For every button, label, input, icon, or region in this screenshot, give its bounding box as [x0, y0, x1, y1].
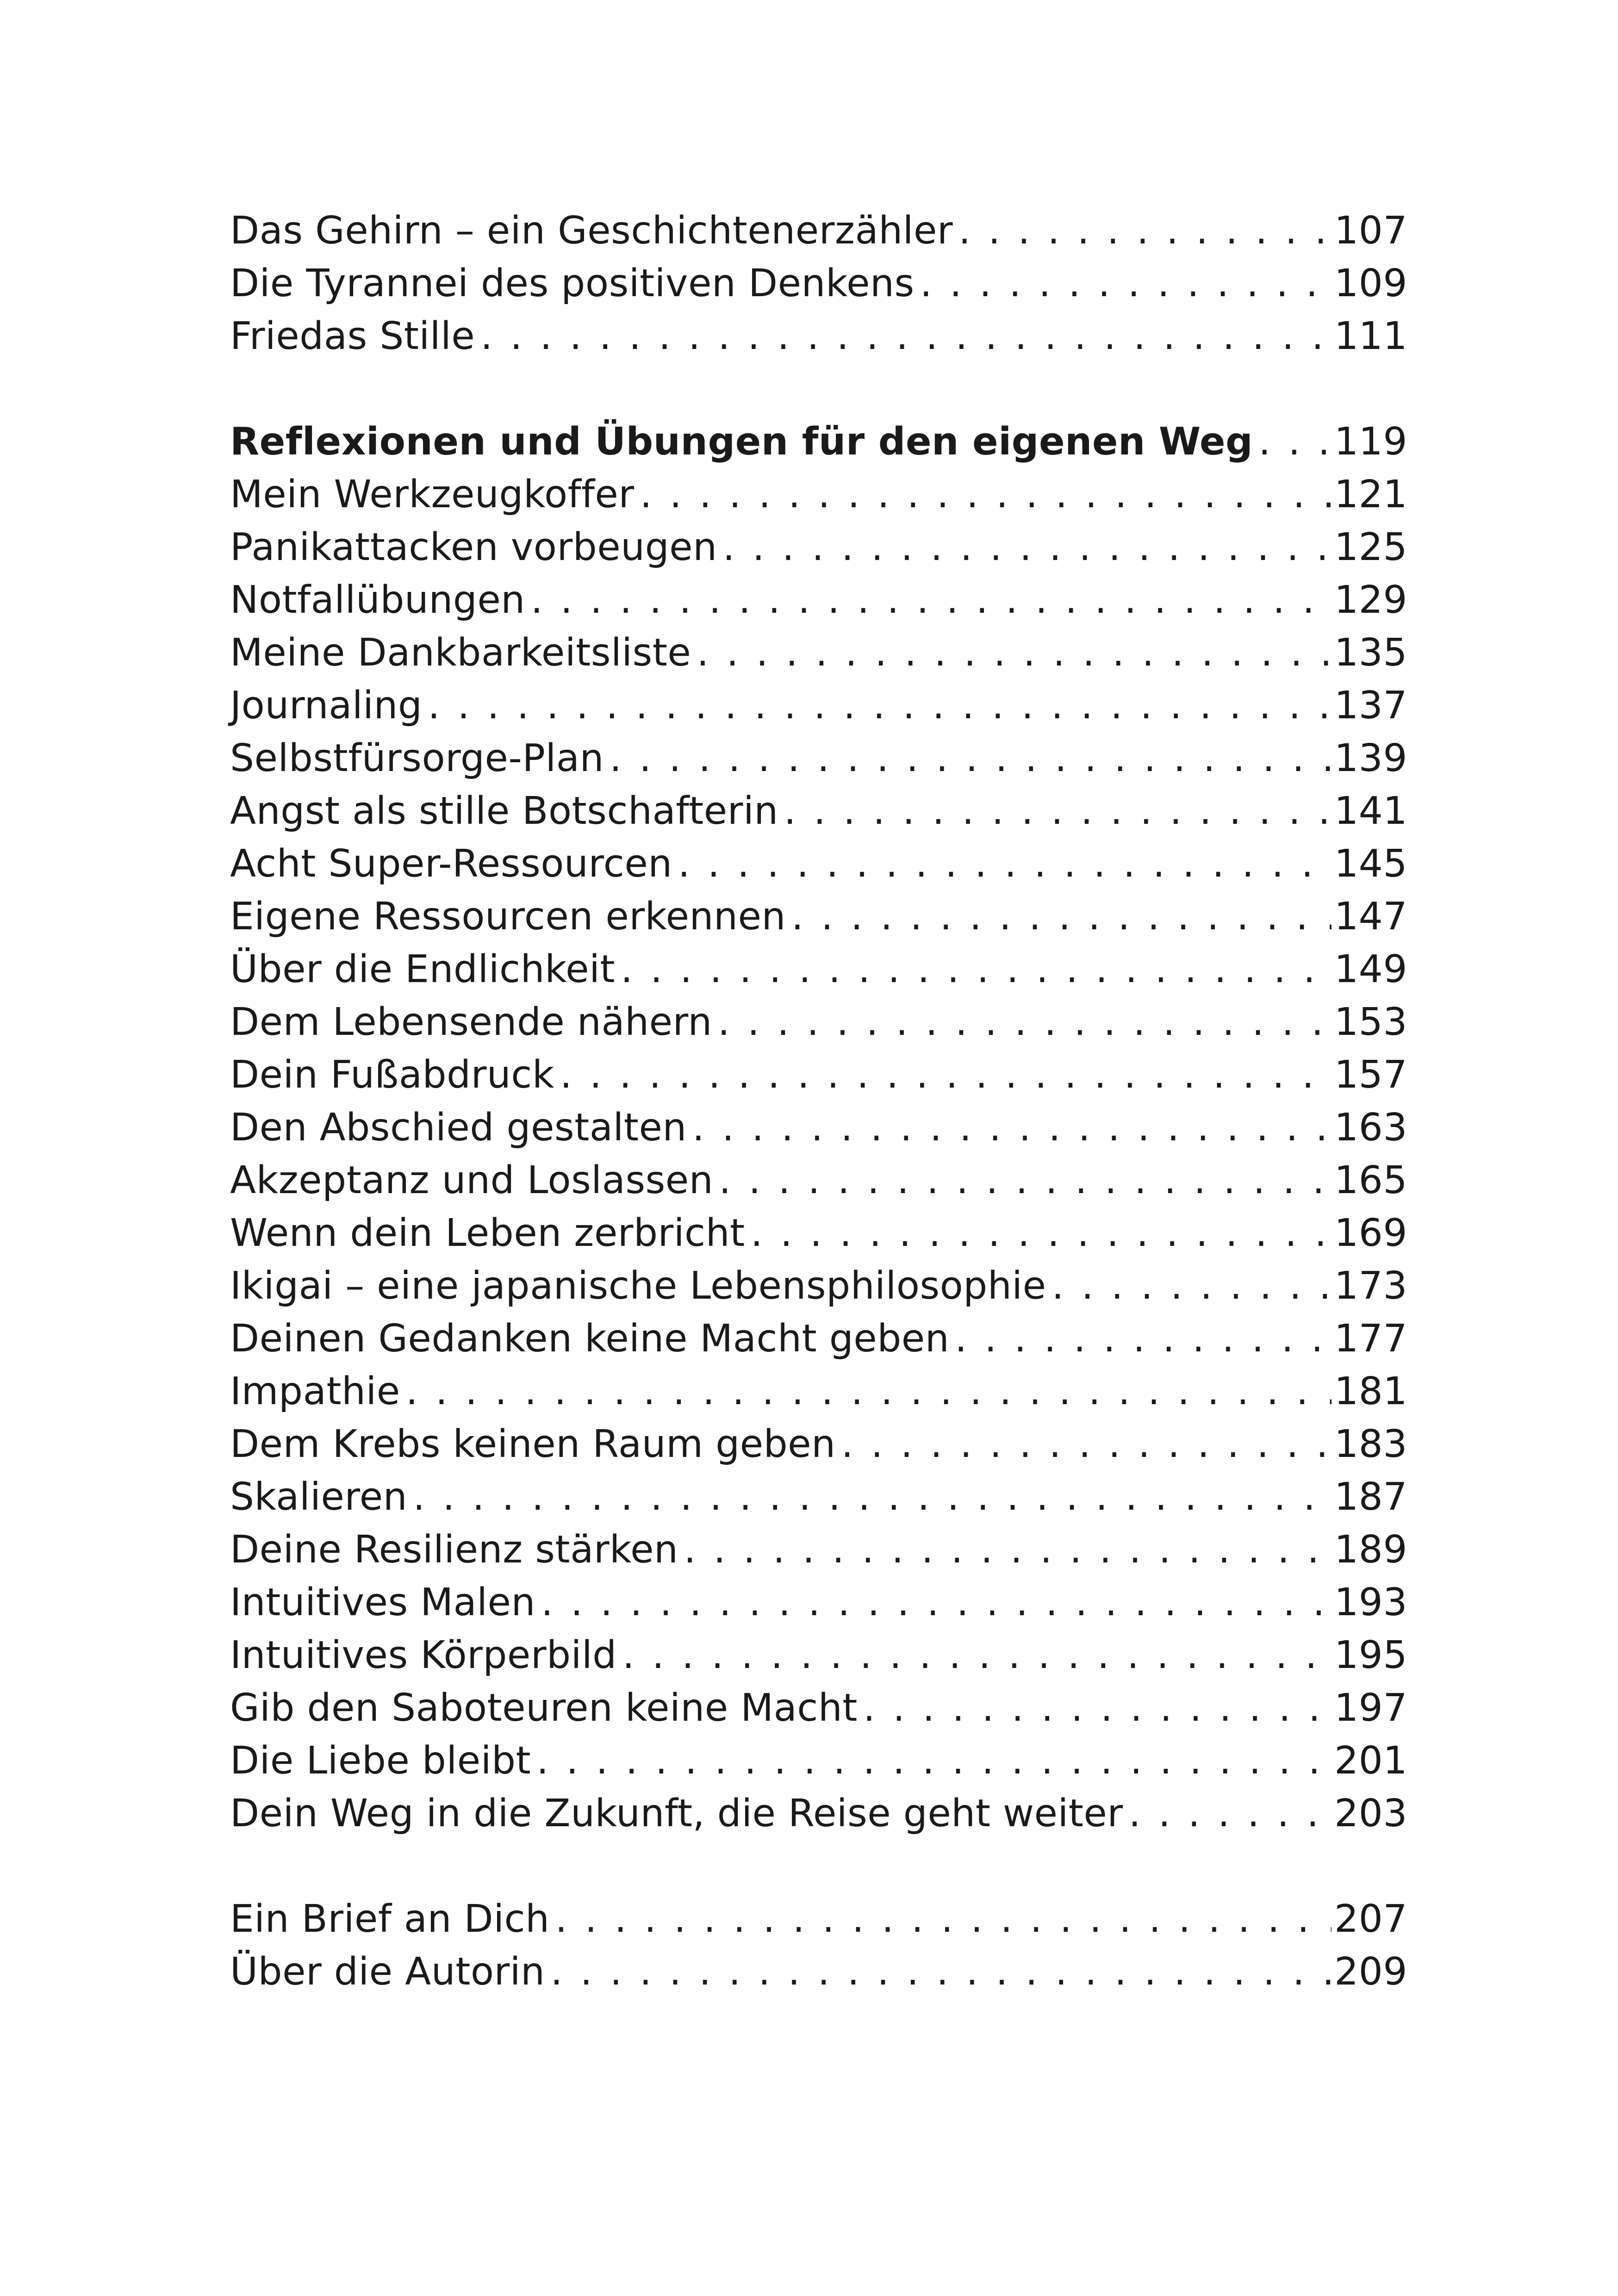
toc-entry[interactable]: [230, 1735, 1407, 1787]
toc-entry-title: Über die Autorin: [230, 1950, 545, 1994]
toc-entry-page: 207: [1334, 1897, 1407, 1941]
dot-leader: [560, 1049, 1332, 1101]
toc-entry[interactable]: [230, 1629, 1407, 1682]
dot-leader: [955, 1313, 1332, 1365]
dot-leader: [692, 1101, 1332, 1154]
dot-leader: [428, 679, 1332, 732]
toc-entry-title: Mein Werkzeugkoffer: [230, 473, 635, 516]
table-of-contents: [230, 205, 1407, 1998]
toc-entry-title: Gib den Saboteuren keine Macht: [230, 1686, 858, 1730]
dot-leader: [719, 1154, 1332, 1207]
dot-leader: [413, 1471, 1332, 1524]
dot-leader: [718, 996, 1332, 1049]
dot-leader: [536, 1735, 1332, 1787]
dot-leader: [541, 1576, 1332, 1629]
toc-entry-title: Die Liebe bleibt: [230, 1739, 531, 1783]
toc-entry-page: 189: [1334, 1528, 1407, 1572]
toc-entry[interactable]: [230, 1576, 1407, 1629]
dot-leader: [406, 1365, 1332, 1418]
toc-entry-title: Dein Weg in die Zukunft, die Reise geht weiter: [230, 1792, 1123, 1836]
toc-entry-title: Journaling: [230, 684, 423, 728]
toc-entry[interactable]: [230, 257, 1407, 310]
toc-entry-title: Ikigai – eine japanische Lebensphilosophie: [230, 1264, 1046, 1308]
toc-entry-title: Dem Krebs keinen Raum geben: [230, 1422, 836, 1466]
toc-heading-page: 119: [1334, 420, 1407, 464]
dot-leader: [531, 574, 1332, 627]
toc-entry-title: Selbstfürsorge-Plan: [230, 736, 604, 780]
toc-entry[interactable]: [230, 1154, 1407, 1207]
toc-entry-page: 107: [1334, 209, 1407, 253]
toc-entry-title: Akzeptanz und Loslassen: [230, 1158, 714, 1202]
toc-entry-page: 163: [1334, 1106, 1407, 1150]
toc-entry[interactable]: [230, 1682, 1407, 1735]
toc-entry-page: 201: [1334, 1739, 1407, 1783]
dot-leader: [640, 468, 1332, 521]
toc-entry-page: 183: [1334, 1422, 1407, 1466]
toc-entry[interactable]: [230, 1787, 1407, 1840]
toc-entry-page: 187: [1334, 1475, 1407, 1519]
toc-entry-title: Dein Fußabdruck: [230, 1053, 554, 1097]
toc-entry-page: 109: [1334, 261, 1407, 305]
dot-leader: [863, 1682, 1332, 1735]
toc-entry[interactable]: [230, 310, 1407, 363]
toc-entry-page: 129: [1334, 578, 1407, 622]
toc-entry-title: Friedas Stille: [230, 314, 475, 358]
toc-entry-page: 125: [1334, 525, 1407, 569]
toc-entry-page: 177: [1334, 1317, 1407, 1361]
toc-entry-page: 169: [1334, 1211, 1407, 1255]
dot-leader: [920, 257, 1332, 310]
toc-entry-title: Acht Super-Ressourcen: [230, 842, 672, 886]
toc-group-1: [230, 205, 1407, 363]
toc-entry[interactable]: [230, 1471, 1407, 1524]
toc-entry-page: 181: [1334, 1369, 1407, 1413]
dot-leader: [784, 785, 1332, 838]
dot-leader: [621, 943, 1332, 996]
toc-entry-page: 111: [1334, 314, 1407, 358]
toc-entry[interactable]: [230, 1946, 1407, 1998]
toc-entry-title: Skalieren: [230, 1475, 408, 1519]
toc-entry-page: 135: [1334, 631, 1407, 675]
toc-entry[interactable]: [230, 679, 1407, 732]
toc-entry-page: 139: [1334, 736, 1407, 780]
toc-entry[interactable]: [230, 205, 1407, 257]
toc-entry-title: Den Abschied gestalten: [230, 1106, 687, 1150]
toc-entry[interactable]: [230, 1207, 1407, 1260]
toc-entry[interactable]: [230, 1365, 1407, 1418]
toc-entry[interactable]: [230, 521, 1407, 574]
toc-entry-title: Deinen Gedanken keine Macht geben: [230, 1317, 950, 1361]
toc-entry-page: 197: [1334, 1686, 1407, 1730]
toc-entry[interactable]: [230, 890, 1407, 943]
toc-entry-title: Meine Dankbarkeitsliste: [230, 631, 691, 675]
toc-entry-title: Angst als stille Botschafterin: [230, 789, 778, 833]
toc-entry-page: 137: [1334, 684, 1407, 728]
toc-entry[interactable]: [230, 1418, 1407, 1471]
toc-entry[interactable]: [230, 996, 1407, 1049]
toc-entry-title: Deine Resilienz stärken: [230, 1528, 678, 1572]
dot-leader: [697, 627, 1332, 679]
dot-leader: [480, 310, 1332, 363]
toc-heading-title: Reflexionen und Übungen für den eigenen Weg: [230, 420, 1253, 464]
toc-section-heading[interactable]: [230, 416, 1407, 468]
dot-leader: [841, 1418, 1332, 1471]
toc-entry-page: 147: [1334, 895, 1407, 939]
dot-leader: [723, 521, 1332, 574]
toc-entry-title: Notfallübungen: [230, 578, 525, 622]
toc-entry[interactable]: [230, 574, 1407, 627]
dot-leader: [958, 205, 1332, 257]
toc-entry-title: Intuitives Malen: [230, 1580, 535, 1624]
dot-leader: [678, 838, 1332, 890]
toc-entry-title: Impathie: [230, 1369, 400, 1413]
toc-entry-page: 209: [1334, 1950, 1407, 1994]
toc-entry-page: 145: [1334, 842, 1407, 886]
toc-entry[interactable]: [230, 1101, 1407, 1154]
toc-entry[interactable]: [230, 785, 1407, 838]
toc-entry[interactable]: [230, 943, 1407, 996]
toc-entry-page: 149: [1334, 947, 1407, 991]
toc-entry[interactable]: [230, 627, 1407, 679]
toc-entry-page: 121: [1334, 473, 1407, 516]
toc-entry-title: Panikattacken vorbeugen: [230, 525, 717, 569]
toc-entry-page: 195: [1334, 1633, 1407, 1677]
toc-entry-page: 165: [1334, 1158, 1407, 1202]
toc-entry-title: Ein Brief an Dich: [230, 1897, 550, 1941]
dot-leader: [610, 732, 1332, 785]
dot-leader: [551, 1946, 1332, 1998]
toc-entry-title: Intuitives Körperbild: [230, 1633, 617, 1677]
dot-leader: [555, 1893, 1332, 1946]
toc-entry[interactable]: [230, 1524, 1407, 1576]
toc-entry[interactable]: [230, 1313, 1407, 1365]
toc-entry[interactable]: [230, 1893, 1407, 1946]
dot-leader: [1258, 416, 1332, 468]
dot-leader: [684, 1524, 1332, 1576]
dot-leader: [791, 890, 1332, 943]
toc-entry-page: 157: [1334, 1053, 1407, 1097]
toc-entry[interactable]: [230, 1049, 1407, 1101]
toc-entry-title: Dem Lebensende nähern: [230, 1000, 712, 1044]
toc-group-3: [230, 1893, 1407, 1998]
toc-entry-page: 141: [1334, 789, 1407, 833]
dot-leader: [751, 1207, 1332, 1260]
dot-leader: [1052, 1260, 1332, 1313]
toc-entry-title: Das Gehirn – ein Geschichtenerzähler: [230, 209, 953, 253]
toc-entry-title: Wenn dein Leben zerbricht: [230, 1211, 745, 1255]
toc-entry-page: 203: [1334, 1792, 1407, 1836]
toc-entry[interactable]: [230, 468, 1407, 521]
toc-entry-title: Über die Endlichkeit: [230, 947, 616, 991]
toc-entry[interactable]: [230, 732, 1407, 785]
toc-entry-title: Eigene Ressourcen erkennen: [230, 895, 786, 939]
dot-leader: [1129, 1787, 1332, 1840]
dot-leader: [622, 1629, 1332, 1682]
toc-group-2: [230, 416, 1407, 1840]
toc-entry-page: 173: [1334, 1264, 1407, 1308]
toc-entry-page: 193: [1334, 1580, 1407, 1624]
toc-entry[interactable]: [230, 838, 1407, 890]
toc-entry-title: Die Tyrannei des positiven Denkens: [230, 261, 915, 305]
toc-entry[interactable]: [230, 1260, 1407, 1313]
toc-entry-page: 153: [1334, 1000, 1407, 1044]
